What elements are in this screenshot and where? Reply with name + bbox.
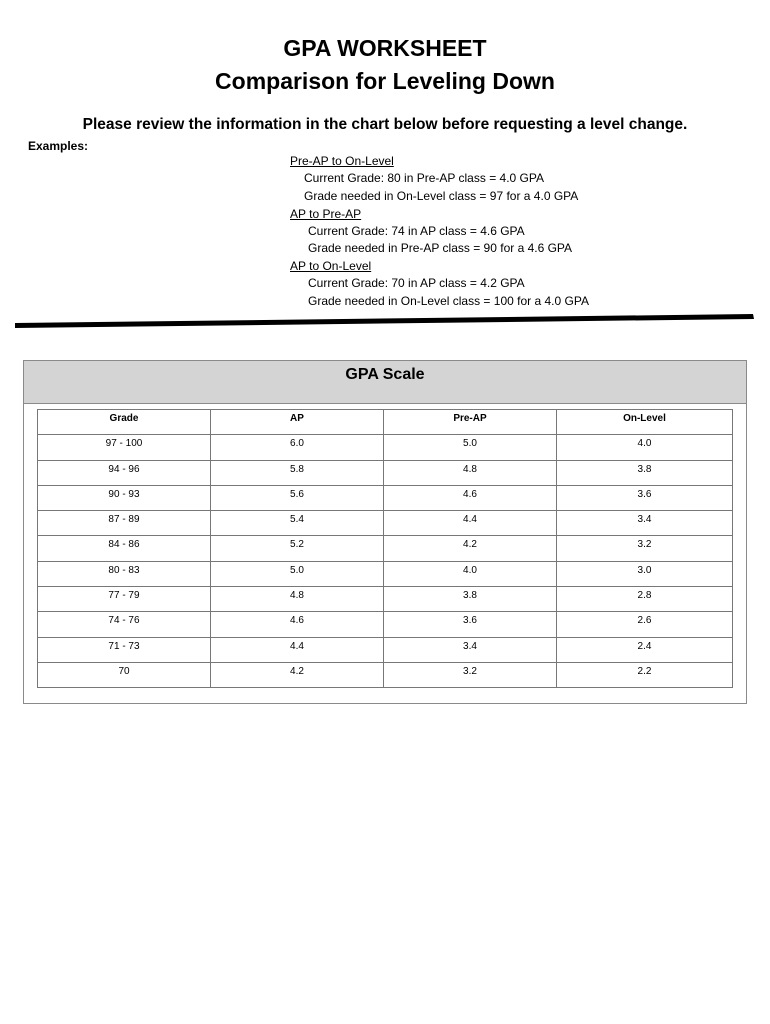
onlevel-cell: 2.8 — [557, 587, 733, 612]
column-header-ap: AP — [211, 410, 384, 435]
preap-cell: 4.4 — [384, 511, 557, 536]
onlevel-cell: 3.2 — [557, 536, 733, 561]
table-row — [38, 460, 733, 485]
preap-cell: 3.6 — [384, 612, 557, 637]
ap-cell: 5.2 — [211, 536, 384, 561]
table-row — [38, 561, 733, 586]
table-row — [38, 637, 733, 662]
table-row — [38, 485, 733, 510]
example-line: Grade needed in On-Level class = 97 for a 4.0 GPA — [304, 188, 579, 203]
example-heading: AP to On-Level — [290, 259, 372, 273]
column-header-onlevel: On-Level — [557, 410, 733, 435]
onlevel-cell: 3.6 — [557, 485, 733, 510]
onlevel-cell: 2.6 — [557, 612, 733, 637]
preap-cell: 4.8 — [384, 460, 557, 485]
grade-cell: 77 - 79 — [38, 587, 211, 612]
grade-cell: 74 - 76 — [38, 612, 211, 637]
ap-cell: 6.0 — [211, 435, 384, 460]
grade-cell: 97 - 100 — [38, 435, 211, 460]
gpa-scale-panel — [23, 360, 747, 704]
page-subtitle: Comparison for Leveling Down — [215, 68, 555, 94]
grade-cell: 71 - 73 — [38, 637, 211, 662]
examples-label: Examples: — [28, 139, 89, 153]
ap-cell: 4.8 — [211, 587, 384, 612]
grade-cell: 94 - 96 — [38, 460, 211, 485]
ap-cell: 5.0 — [211, 561, 384, 586]
example-ap-to-onlevel — [290, 258, 690, 310]
ap-cell: 4.6 — [211, 612, 384, 637]
preap-cell: 4.2 — [384, 536, 557, 561]
table-row — [38, 612, 733, 637]
table-row — [38, 435, 733, 460]
preap-cell: 4.0 — [384, 561, 557, 586]
grade-cell: 80 - 83 — [38, 561, 211, 586]
example-heading: Pre-AP to On-Level — [290, 154, 394, 168]
example-line: Grade needed in Pre-AP class = 90 for a 4.6 GPA — [308, 241, 573, 256]
grade-cell: 70 — [38, 662, 211, 687]
onlevel-cell: 3.4 — [557, 511, 733, 536]
divider-line — [15, 314, 754, 328]
onlevel-cell: 2.4 — [557, 637, 733, 662]
instruction-text: Please review the information in the chart below before requesting a level change. — [82, 116, 688, 133]
gpa-scale-table — [37, 409, 733, 688]
grade-cell: 84 - 86 — [38, 536, 211, 561]
ap-cell: 4.2 — [211, 662, 384, 687]
column-header-grade: Grade — [38, 410, 211, 435]
onlevel-cell: 4.0 — [557, 435, 733, 460]
table-header-row — [38, 410, 733, 435]
ap-cell: 5.6 — [211, 485, 384, 510]
onlevel-cell: 2.2 — [557, 662, 733, 687]
grade-cell: 87 - 89 — [38, 511, 211, 536]
section-divider — [0, 310, 770, 334]
example-preap-to-onlevel — [290, 153, 690, 205]
example-ap-to-preap — [290, 206, 690, 258]
table-row — [38, 536, 733, 561]
preap-cell: 4.6 — [384, 485, 557, 510]
onlevel-cell: 3.8 — [557, 460, 733, 485]
ap-cell: 4.4 — [211, 637, 384, 662]
example-line: Grade needed in On-Level class = 100 for a 4.0 GPA — [308, 293, 589, 308]
table-row — [38, 511, 733, 536]
onlevel-cell: 3.0 — [557, 561, 733, 586]
page-title: GPA WORKSHEET — [283, 35, 487, 61]
preap-cell: 3.2 — [384, 662, 557, 687]
example-heading: AP to Pre-AP — [290, 206, 362, 221]
ap-cell: 5.4 — [211, 511, 384, 536]
column-header-preap: Pre-AP — [384, 410, 557, 435]
preap-cell: 3.8 — [384, 587, 557, 612]
table-row — [38, 662, 733, 687]
example-line: Current Grade: 80 in Pre-AP class = 4.0 GPA — [304, 171, 544, 186]
ap-cell: 5.8 — [211, 460, 384, 485]
example-line: Current Grade: 70 in AP class = 4.2 GPA — [308, 276, 525, 291]
example-line: Current Grade: 74 in AP class = 4.6 GPA — [308, 223, 525, 238]
gpa-scale-title: GPA Scale — [24, 361, 746, 404]
grade-cell: 90 - 93 — [38, 485, 211, 510]
table-row — [38, 587, 733, 612]
preap-cell: 3.4 — [384, 637, 557, 662]
preap-cell: 5.0 — [384, 435, 557, 460]
